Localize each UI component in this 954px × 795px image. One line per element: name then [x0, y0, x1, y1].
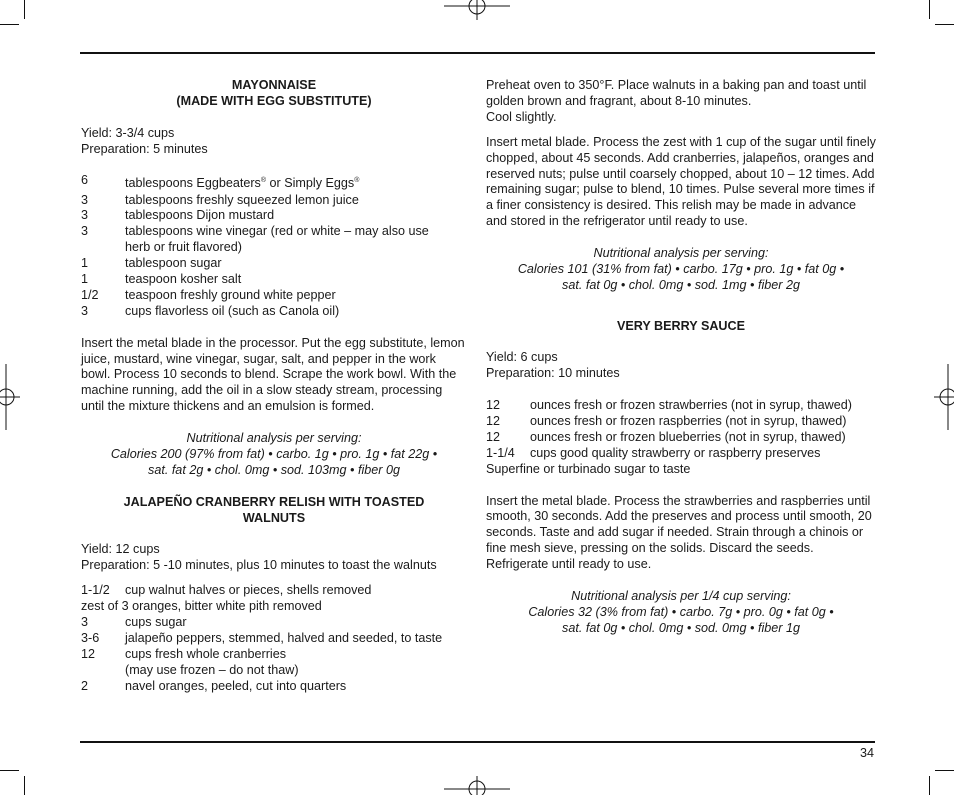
preparation: Preparation: 5 -10 minutes, plus 10 minutes to toast the walnuts: [81, 558, 437, 573]
ingredient-quantity: 3: [81, 615, 89, 629]
ingredient-name: tablespoons wine vinegar (red or white – may also use: [125, 224, 429, 239]
ingredient-name: teaspoon freshly ground white pepper: [125, 287, 336, 302]
ingredient-text: [530, 414, 876, 430]
ingredient-continuation: herb or fruit flavored): [125, 240, 242, 255]
ingredient-row: [81, 224, 467, 256]
ingredient-quantity: 6: [81, 173, 89, 188]
ingredient-text: [125, 679, 467, 695]
nutrition-line: Calories 200 (97% from fat) • carbo. 1g • pro. 1g • fat 22g •: [110, 446, 438, 461]
left-column: [81, 78, 467, 695]
ingredient-row: [81, 256, 467, 272]
bottom-rule: [80, 741, 875, 743]
ingredient-row: [81, 208, 467, 224]
nutrition-heading: Nutritional analysis per 1/4 cup serving:: [571, 589, 791, 603]
ingredient-continuation: (may use frozen – do not thaw): [125, 662, 299, 677]
ingredient-row: [81, 631, 467, 647]
nutrition-line: sat. fat 0g • chol. 0mg • sod. 0mg • fiber 1g: [562, 620, 800, 635]
ingredient-row: [486, 446, 876, 462]
nutrition-line: sat. fat 2g • chol. 0mg • sod. 103mg • fiber 0g: [148, 462, 400, 477]
method: Insert the metal blade in the processor. Put the egg substitute, lemon juice, mustard, wine vinegar, sugar, salt, and pepper in the work bowl. Process 10 seconds to blend. Scrape the work bowl. With the machine running, add the oil in a slow steady stream, processing until the mixture thickens and an emulsion is formed.: [81, 335, 465, 414]
ingredient-quantity: 12: [486, 414, 501, 429]
ingredient-name: or Simply Eggs: [266, 176, 355, 191]
ingredient-text: [530, 446, 876, 462]
ingredient-quantity: 3-6: [81, 630, 100, 645]
registered-mark: ®: [354, 177, 360, 185]
ingredient-text: [125, 647, 467, 679]
ingredient-list: [81, 583, 467, 694]
yield: Yield: 3-3/4 cups: [81, 125, 175, 140]
ingredient-row: [81, 647, 467, 679]
ingredient-row: [486, 430, 876, 446]
ingredient-text: [125, 583, 467, 599]
ingredient-quantity: 1: [81, 256, 89, 271]
ingredient-name: teaspoon kosher salt: [125, 272, 242, 287]
ingredient-row: [81, 583, 467, 599]
page-number: 34: [859, 746, 874, 760]
nutrition-heading: Nutritional analysis per serving:: [593, 246, 769, 261]
ingredient-name: tablespoons Eggbeaters: [125, 176, 261, 191]
ingredient-text: [125, 631, 467, 647]
ingredient-name: tablespoons freshly squeezed lemon juice: [125, 192, 359, 207]
ingredient-text: [125, 615, 467, 631]
preparation: Preparation: 5 minutes: [81, 141, 208, 156]
nutrition-heading: Nutritional analysis per serving:: [186, 431, 362, 446]
ingredient-name: cups flavorless oil (such as Canola oil): [125, 303, 340, 318]
nutrition-line: Calories 101 (31% from fat) • carbo. 17g • pro. 1g • fat 0g •: [517, 261, 845, 276]
ingredient-name: ounces fresh or frozen blueberries (not in syrup, thawed): [530, 429, 846, 444]
ingredient-text: [125, 208, 467, 224]
ingredient-quantity: 1/2: [81, 287, 99, 302]
ingredient-text: [125, 193, 467, 209]
ingredient-text: [125, 304, 467, 320]
ingredient-name: cups good quality strawberry or raspberry preserves: [530, 445, 821, 460]
ingredient-name: cup walnut halves or pieces, shells removed: [125, 583, 372, 598]
ingredient-quantity: 1-1/2: [81, 583, 110, 598]
ingredient-quantity: 12: [486, 398, 501, 413]
ingredient-row: [81, 615, 467, 631]
recipe-subtitle: (MADE WITH EGG SUBSTITUTE): [176, 93, 372, 108]
yield: Yield: 6 cups: [486, 350, 558, 365]
preparation: Preparation: 10 minutes: [486, 366, 620, 381]
right-column: [486, 78, 876, 637]
ingredient-name: navel oranges, peeled, cut into quarters: [125, 678, 347, 693]
method: Insert the metal blade. Process the strawberries and raspberries until smooth, 30 seconds. Add the preserves and process until smooth, 20 seconds. Taste and add sugar if needed. Strain through a chinois or fine mesh sieve, pressing on the solids. Discard the seeds. Refrigerate until ready to use.: [486, 493, 872, 572]
ingredient-quantity: 3: [81, 303, 89, 318]
registered-mark: ®: [260, 177, 267, 185]
ingredient-quantity: 3: [81, 192, 89, 207]
recipe-title: MAYONNAISE: [231, 78, 317, 92]
ingredient-row: [81, 679, 467, 695]
ingredient-text: [530, 398, 876, 414]
ingredient-list: [486, 398, 876, 478]
ingredient-row: [486, 398, 876, 414]
ingredient-text: [125, 272, 467, 288]
ingredient-list: [81, 173, 467, 319]
ingredient-name: cups sugar: [125, 615, 187, 629]
ingredient-quantity: 3: [81, 208, 89, 223]
method-step: Cool slightly.: [486, 109, 557, 124]
ingredient-text: [530, 430, 876, 446]
recipe-title: JALAPEÑO CRANBERRY RELISH WITH TOASTED: [123, 494, 425, 509]
ingredient-line: Superfine or turbinado sugar to taste: [486, 461, 691, 476]
ingredient-row: [81, 272, 467, 288]
ingredient-name: ounces fresh or frozen raspberries (not in syrup, thawed): [530, 414, 847, 429]
ingredient-text: [125, 256, 467, 272]
ingredient-row: [81, 193, 467, 209]
method-step: Preheat oven to 350°F. Place walnuts in a baking pan and toast until golden brown and fragrant, about 8-10 minutes.: [486, 78, 867, 108]
ingredient-quantity: 1: [81, 272, 89, 287]
nutrition-line: sat. fat 0g • chol. 0mg • sod. 1mg • fiber 2g: [562, 277, 800, 292]
ingredient-quantity: 3: [81, 224, 89, 239]
nutrition-line: Calories 32 (3% from fat) • carbo. 7g • pro. 0g • fat 0g •: [528, 604, 834, 619]
ingredient-text: [125, 224, 467, 256]
ingredient-name: tablespoons Dijon mustard: [125, 208, 275, 223]
ingredient-row: [81, 288, 467, 304]
ingredient-quantity: 12: [81, 646, 96, 661]
recipe-title-cont: WALNUTS: [242, 510, 306, 525]
ingredient-text: [125, 288, 467, 304]
ingredient-row: [81, 304, 467, 320]
ingredient-line: zest of 3 oranges, bitter white pith removed: [81, 599, 322, 614]
top-rule: [80, 52, 875, 54]
ingredient-row: [486, 414, 876, 430]
ingredient-name: tablespoon sugar: [125, 256, 222, 271]
ingredient-quantity: 12: [486, 429, 501, 444]
ingredient-name: cups fresh whole cranberries: [125, 646, 286, 661]
ingredient-quantity: 2: [81, 678, 89, 693]
method-step: Insert metal blade. Process the zest with 1 cup of the sugar until finely chopped, about 45 seconds. Add cranberries, jalapeños, oranges and reserved nuts; pulse until coarsely chopped, about 10 – 12 times. Add remaining sugar; pulse to blend, 10 times. Pulse several more times if a finer consistency is desired. This relish may be made in advance and stored in the refrigerator until ready to use.: [486, 134, 876, 229]
ingredient-quantity: 1-1/4: [486, 445, 515, 460]
yield: Yield: 12 cups: [81, 542, 160, 557]
ingredient-name: jalapeño peppers, stemmed, halved and seeded, to taste: [125, 630, 443, 645]
ingredient-name: ounces fresh or frozen strawberries (not in syrup, thawed): [530, 398, 852, 413]
ingredient-text: [125, 173, 467, 192]
ingredient-row: [81, 173, 467, 192]
recipe-title: VERY BERRY SAUCE: [616, 318, 746, 333]
